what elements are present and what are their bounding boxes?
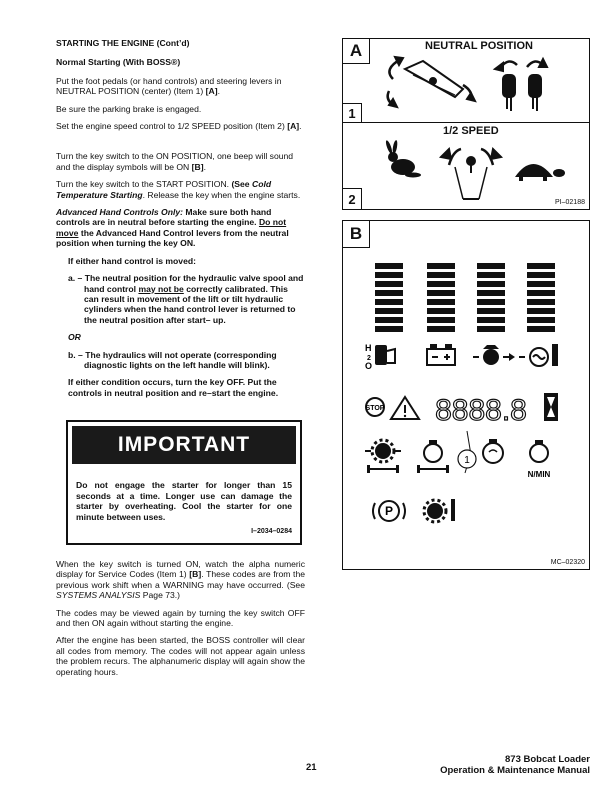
warning-icon bbox=[391, 397, 419, 419]
stop-icon bbox=[366, 398, 385, 416]
lever-neutral-icon bbox=[495, 59, 547, 111]
list-item-b: b. – The hydraulics will not operate (corresponding diagnostic lights on the left handle will blink). bbox=[68, 349, 277, 370]
bar-gauge-4 bbox=[527, 263, 555, 332]
figure-b bbox=[342, 220, 590, 570]
engine-oil-pressure-icon bbox=[473, 345, 515, 365]
parking-brake-icon bbox=[373, 501, 405, 521]
tachometer-icon bbox=[483, 439, 503, 463]
paragraph-if-moved: If either hand control is moved: bbox=[68, 255, 196, 266]
subsection-title: Normal Starting (With BOSS®) bbox=[56, 57, 181, 68]
footer-line-1: 873 Bobcat Loader bbox=[505, 754, 590, 765]
svg-text:P: P bbox=[384, 504, 394, 518]
important-code: I–2034–0284 bbox=[251, 527, 292, 535]
hydraulic-oil-temp-icon bbox=[424, 499, 455, 522]
turtle-icon bbox=[515, 164, 565, 181]
paragraph-condition: If either condition occurs, turn the key OFF. Put the controls in neutral position and re–start the engine. bbox=[68, 377, 279, 398]
bar-gauge-3 bbox=[477, 263, 505, 332]
coolant-temp-icon bbox=[365, 343, 395, 371]
svg-text:1: 1 bbox=[464, 455, 470, 466]
figure-a-label: A bbox=[342, 38, 370, 64]
engine-speed-icon bbox=[417, 440, 449, 473]
important-banner: IMPORTANT bbox=[72, 426, 296, 464]
battery-icon bbox=[427, 345, 455, 365]
paragraph-advanced-controls: Advanced Hand Controls Only: Make sure both hand controls are in neutral before starting the engine. Do not move the Advanced Hand Control levers from the neutral position when turning the key ON. bbox=[56, 207, 289, 249]
pedal-neutral-icon bbox=[388, 57, 475, 107]
hydraulic-charge-icon bbox=[365, 440, 401, 473]
paragraph-clear-codes: After the engine has been started, the BOSS controller will clear all codes from memory. The codes will not appear again unless the problem recurs. The alphanumeric display will again show the operating hours. bbox=[56, 635, 305, 677]
item-1-label: 1 bbox=[342, 103, 362, 123]
item-2-label: 2 bbox=[342, 188, 362, 210]
engine-rpm-icon bbox=[528, 440, 551, 479]
figure-a bbox=[342, 38, 590, 210]
hourglass-icon bbox=[544, 393, 558, 421]
bar-gauges bbox=[375, 263, 555, 332]
paragraph-key-on: Turn the key switch to the ON POSITION, one beep will sound and the display symbols will be ON [B]. bbox=[56, 151, 294, 172]
list-item-a: a. – The neutral position for the hydraulic valve spool and hand control may not be correctly calibrated. This can result in movement of the lift or tilt hydraulic cylinders when the hand control lever is returned to the neutral position after start– up. bbox=[68, 273, 304, 325]
footer-line-2: Operation & Maintenance Manual bbox=[440, 765, 590, 776]
half-speed-title: 1/2 SPEED bbox=[443, 125, 499, 137]
callout-item-1 bbox=[458, 431, 476, 473]
alphanumeric-display: 8888.8 bbox=[435, 394, 527, 427]
footer-title bbox=[440, 754, 590, 776]
paragraph-key-start: Turn the key switch to the START POSITION. (See Cold Temperature Starting. Release the key when the engine starts. bbox=[56, 179, 301, 200]
svg-text:N/MIN: N/MIN bbox=[527, 470, 551, 479]
speed-lever-icon bbox=[441, 149, 501, 199]
text-column bbox=[56, 38, 305, 684]
paragraph-neutral: Put the foot pedals (or hand controls) and steering levers in NEUTRAL POSITION (center) (Item 1) [A]. bbox=[56, 75, 282, 97]
important-text: Do not engage the starter for longer than 15 seconds at a time. Longer use can damage the starter by overheating. Cool the starter for one minute between uses. bbox=[76, 480, 292, 522]
neutral-position-title: NEUTRAL POSITION bbox=[425, 40, 533, 52]
svg-text:H: H bbox=[365, 343, 372, 353]
paragraph-speed: Set the engine speed control to 1/2 SPEED position (Item 2) [A]. bbox=[56, 121, 302, 132]
figure-b-label: B bbox=[342, 220, 370, 248]
svg-text:O: O bbox=[365, 361, 373, 371]
bar-gauge-1 bbox=[375, 263, 403, 332]
paragraph-view-codes: The codes may be viewed again by turning the key switch OFF and then ON again without starting the engine. bbox=[56, 607, 305, 628]
figure-b-ref: MC–02320 bbox=[550, 559, 585, 566]
section-title: STARTING THE ENGINE (Cont’d) bbox=[56, 38, 190, 48]
or-separator: OR bbox=[68, 332, 81, 343]
bar-gauge-2 bbox=[427, 263, 455, 332]
important-notice bbox=[66, 420, 302, 545]
hydraulic-temp-icon bbox=[519, 345, 557, 366]
paragraph-service-codes: When the key switch is turned ON, watch the alpha numeric display for Service Codes (Item 1) [B]. These codes are from the previous work shift when a WARNING may have occurred. (See SYSTEMS ANALYSIS Page 73.) bbox=[56, 558, 305, 601]
svg-text:STOP: STOP bbox=[365, 405, 385, 412]
svg-text:2: 2 bbox=[367, 355, 371, 362]
paragraph-parking-brake: Be sure the parking brake is engaged. bbox=[56, 103, 202, 114]
rabbit-icon bbox=[385, 140, 421, 178]
figure-a-ref: PI–02188 bbox=[555, 199, 585, 206]
page-number: 21 bbox=[306, 762, 317, 773]
